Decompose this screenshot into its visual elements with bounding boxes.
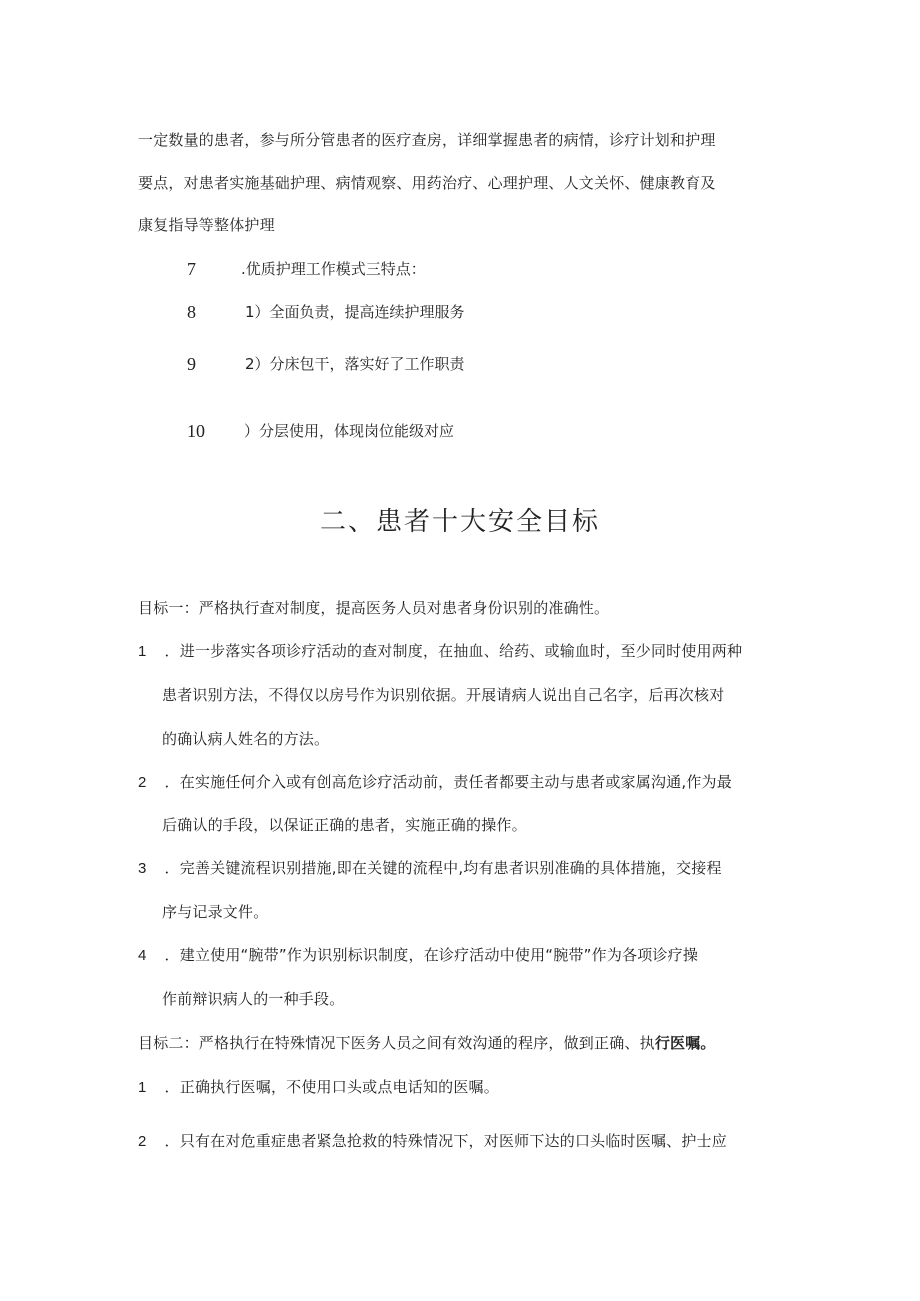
intro-line-1: 一定数量的患者，参与所分管患者的医疗查房，详细掌握患者的病情，诊疗计划和护理 <box>138 131 716 149</box>
goal-1-item-3-line-2: 序与记录文件。 <box>162 903 269 921</box>
goal-1-item-1-line-2: 患者识别方法，不得仅以房号作为识别依据。开展请病人说出自己名字，后再次核对 <box>162 686 725 704</box>
feature-text: ）分层使用，体现岗位能级对应 <box>244 422 455 440</box>
goal-1-item-1-line-3: 的确认病人姓名的方法。 <box>162 730 330 748</box>
feature-number: 7 <box>187 259 196 279</box>
intro-line-2: 要点，对患者实施基础护理、病情观察、用药治疗、心理护理、人文关怀、健康教育及 <box>138 174 716 192</box>
goal-1-item-4-line-2: 作前辩识病人的一种手段。 <box>162 990 345 1008</box>
item-number: 2 <box>138 774 147 791</box>
item-text: ．完善关键流程识别措施,即在关键的流程中,均有患者识别准确的具体措施，交接程 <box>164 859 722 877</box>
goal-1-item-4-line-1 <box>138 945 698 966</box>
feature-number: 8 <box>187 302 196 322</box>
feature-text: 2）分床包干，落实好了工作职责 <box>245 355 465 373</box>
feature-number: 9 <box>187 354 196 374</box>
goal-2-title <box>138 1033 716 1053</box>
goal-1-title: 目标一：严格执行查对制度，提高医务人员对患者身份识别的准确性。 <box>138 599 610 617</box>
item-text: ．正确执行医嘱，不使用口头或点电话知的医嘱。 <box>164 1078 499 1096</box>
goal-2-title-text: 目标二：严格执行在特殊情况下医务人员之间有效沟通的程序，做到正确、执 <box>138 1034 655 1052</box>
goal-1-item-3-line-1 <box>138 858 722 879</box>
item-number: 1 <box>138 643 147 660</box>
item-number: 4 <box>138 947 147 964</box>
item-number: 2 <box>138 1133 147 1150</box>
goal-2-item-2-line-1 <box>138 1131 727 1152</box>
item-text: ．只有在对危重症患者紧急抢救的特殊情况下，对医师下达的口头临时医嘱、护士应 <box>164 1132 727 1150</box>
item-text: ．进一步落实各项诊疗活动的查对制度，在抽血、给药、或输血时，至少同时使用两种 <box>164 642 743 660</box>
item-number: 1 <box>138 1079 147 1096</box>
feature-text: .优质护理工作模式三特点： <box>241 260 426 278</box>
feature-number: 10 <box>187 421 205 441</box>
item-text: ．在实施任何介入或有创高危诊疗活动前，责任者都要主动与患者或家属沟通,作为最 <box>164 773 732 791</box>
goal-1-item-2-line-2: 后确认的手段，以保证正确的患者，实施正确的操作。 <box>162 816 527 834</box>
feature-text: 1）全面负责，提高连续护理服务 <box>245 303 465 321</box>
goal-1-item-1-line-1 <box>138 641 742 662</box>
goal-2-title-bold: 行医嘱。 <box>654 1034 716 1052</box>
goal-1-item-2-line-1 <box>138 772 732 793</box>
section-title: 二、患者十大安全目标 <box>319 507 600 537</box>
item-number: 3 <box>138 860 147 877</box>
goal-2-item-1-line-1 <box>138 1077 499 1098</box>
item-text: ．建立使用“腕带”作为识别标识制度，在诊疗活动中使用“腕带”作为各项诊疗操 <box>164 946 699 964</box>
intro-line-3: 康复指导等整体护理 <box>138 216 275 234</box>
